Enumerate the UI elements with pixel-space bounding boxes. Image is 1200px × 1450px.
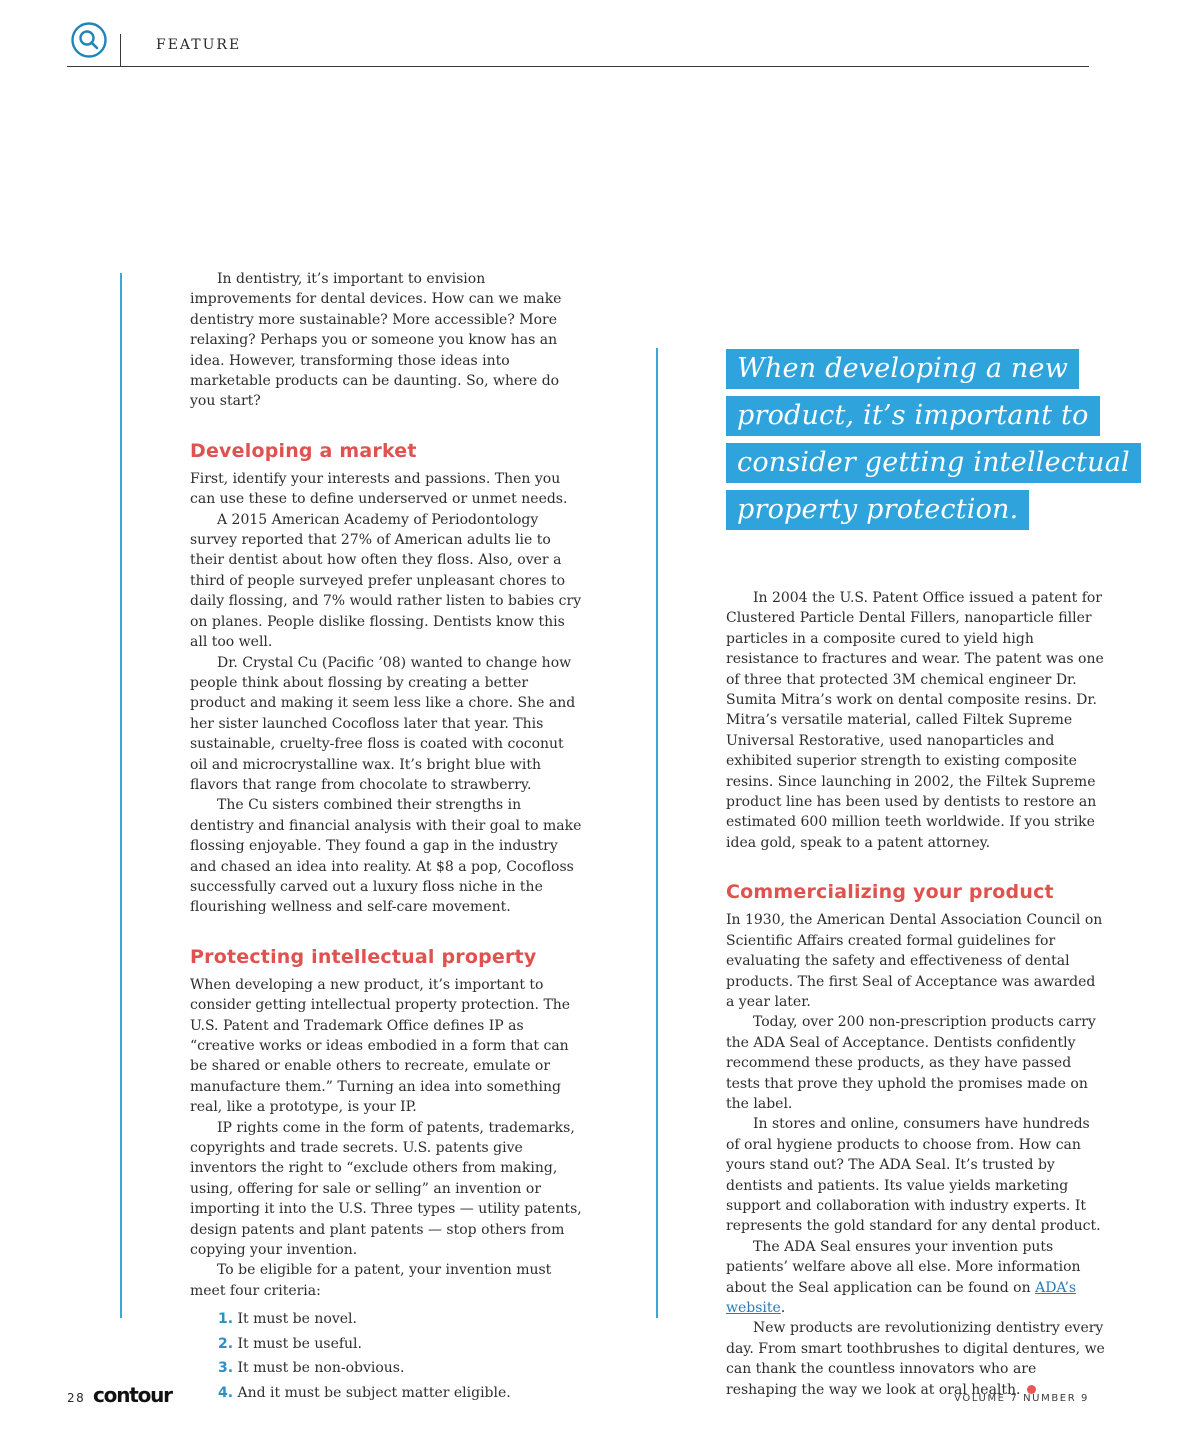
volume-label: VOLUME 7 NUMBER 9 xyxy=(954,1393,1089,1404)
list-item: 4. And it must be subject matter eligible. xyxy=(218,1384,511,1401)
pull-quote-line: property protection. xyxy=(726,490,1029,530)
paragraph: New products are revolutionizing dentistry every day. From smart toothbrushes to digital dentures, we can thank the countless innovators who are reshaping the way we look at oral health. xyxy=(726,1320,1105,1398)
paragraph: Dr. Crystal Cu (Pacific ’08) wanted to change how people think about flossing by creating a better product and making it seem less like a chore. She and her sister launched Cocofloss later that year. This sustainable, cruelty-free floss is coated with coconut oil and microcrystalline wax. It’s bright blue with flavors that range from chocolate to strawberry. xyxy=(190,654,576,793)
contour-logo: contour xyxy=(93,1383,172,1407)
paragraph: IP rights come in the form of patents, trademarks, copyrights and trade secrets. U.S. patents give inventors the right to “exclude others from making, using, offering for sale or selling” an invention or importing it into the U.S. Three types — utility patents, design patents and plant patents — stop others from copying your invention. xyxy=(190,1119,582,1259)
list-item: 3. It must be non-obvious. xyxy=(218,1360,405,1377)
header-separator xyxy=(120,34,121,66)
pull-quote xyxy=(726,349,1130,537)
section-label: FEATURE xyxy=(156,37,242,53)
paragraph: Today, over 200 non-prescription products carry the ADA Seal of Acceptance. Dentists confidently recommend these products, as they have passed tests that prove they uphold the promises made on the label. xyxy=(726,1014,1096,1112)
list-item: 2. It must be useful. xyxy=(218,1335,362,1352)
page-number: 28 xyxy=(67,1391,86,1405)
pull-quote-line: When developing a new xyxy=(726,349,1079,389)
pull-quote-line: consider getting intellectual xyxy=(726,443,1141,483)
paragraph: First, identify your interests and passions. Then you can use these to define underserved or unmet needs. xyxy=(190,470,568,508)
heading-developing-market: Developing a market xyxy=(190,439,417,462)
paragraph: The ADA Seal ensures your invention puts patients’ welfare above all else. More information about the Seal application can be found on ADA’s website. xyxy=(726,1238,1081,1316)
paragraph: The Cu sisters combined their strengths in dentistry and financial analysis with their goal to make flossing enjoyable. They found a gap in the industry and chased an idea into reality. At $8 a pop, Cocofloss successfully carved out a luxury floss niche in the flourishing wellness and self-care movement. xyxy=(190,797,582,916)
criteria-list xyxy=(190,1307,582,1405)
right-column xyxy=(726,588,1106,1400)
paragraph: In 2004 the U.S. Patent Office issued a patent for Clustered Particle Dental Fillers, nanoparticle filler particles in a composite cured to yield high resistance to fractures and wear. The patent was one of three that protected 3M chemical engineer Dr. Sumita Mitra’s work on dental composite resins. Dr. Mitra’s versatile material, called Filtek Supreme Universal Restorative, used nanoparticles and exhibited superior strength to existing composite resins. Since launching in 2002, the Filtek Supreme product line has been used by dentists to restore an estimated 600 million teeth worldwide. If you strike idea gold, speak to a patent attorney. xyxy=(726,590,1104,851)
header-rule xyxy=(67,66,1089,67)
ada-website-link[interactable]: ADA’s website xyxy=(726,1279,1077,1316)
paragraph: In stores and online, consumers have hundreds of oral hygiene products to choose from. How can yours stand out? The ADA Seal. It’s trusted by dentists and patients. Its value yields marketing support and collaboration with industry experts. It represents the gold standard for any dental product. xyxy=(726,1116,1101,1235)
paragraph: In 1930, the American Dental Association Council on Scientific Affairs created formal guidelines for evaluating the safety and effectiveness of dental products. The first Seal of Acceptance was awarded a year later. xyxy=(726,912,1103,1010)
paragraph: When developing a new product, it’s important to consider getting intellectual property protection. The U.S. Patent and Trademark Office defines IP as “creative works or ideas embodied in a form that can be shared or enable others to recreate, emulate or manufacture them.” Turning an idea into something real, like a prototype, is your IP. xyxy=(190,976,571,1116)
paragraph: A 2015 American Academy of Periodontology survey reported that 27% of American adults lie to their dentist about how often they floss. Also, over a third of people surveyed prefer unpleasant chores to daily flossing, and 7% would rather listen to babies cry on planes. People dislike flossing. Dentists know this all too well. xyxy=(190,511,582,651)
paragraph: To be eligible for a patent, your invention must meet four criteria: xyxy=(190,1262,552,1299)
heading-protecting-ip: Protecting intellectual property xyxy=(190,945,537,968)
pull-quote-line: product, it’s important to xyxy=(726,396,1100,436)
heading-commercializing: Commercializing your product xyxy=(726,881,1054,904)
left-column-rule xyxy=(120,273,122,1318)
search-icon[interactable] xyxy=(71,22,107,58)
right-column-rule xyxy=(656,348,658,1318)
intro-paragraph: In dentistry, it’s important to envision improvements for dental devices. How can we make dentistry more sustainable? More accessible? More relaxing? Perhaps you or someone you know has an idea. However, transforming those ideas into marketable products can be daunting. So, where do you start? xyxy=(190,271,562,410)
list-item: 1. It must be novel. xyxy=(218,1311,357,1328)
left-column xyxy=(190,269,582,1405)
